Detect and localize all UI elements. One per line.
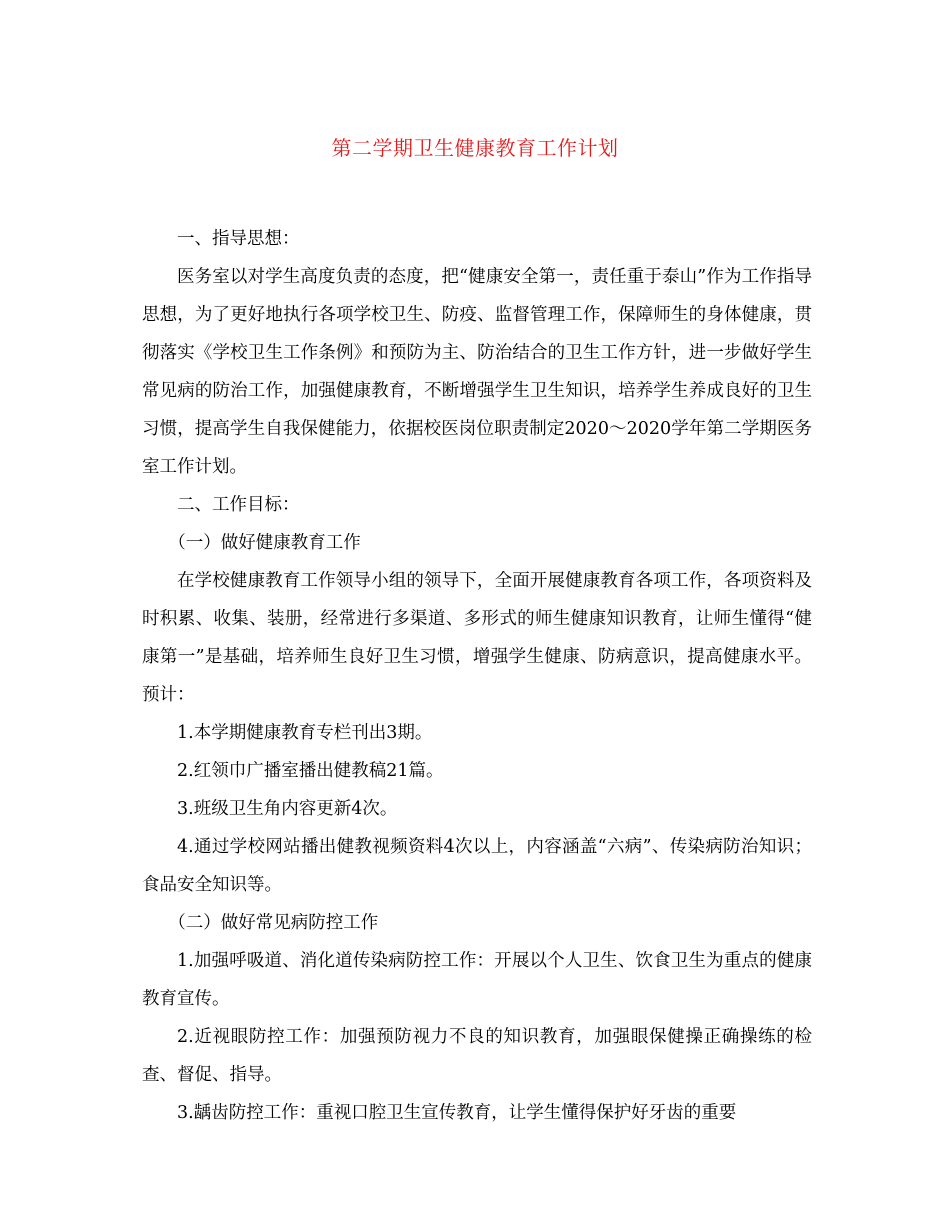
list-item: 1.加强呼吸道、消化道传染病防控工作：开展以个人卫生、饮食卫生为重点的健康教育宣传。	[142, 951, 812, 1009]
section-heading-guiding-thought: 一、指导思想：	[177, 229, 300, 249]
list-item: 1.本学期健康教育专栏刊出3期。	[177, 723, 433, 743]
list-item: 2.红领巾广播室播出健教稿21篇。	[177, 761, 444, 781]
subheading-disease-prevention: （二）做好常见病防控工作	[168, 913, 379, 933]
list-item: 4.通过学校网站播出健教视频资料4次以上，内容涵盖“六病”、传染病防治知识；食品安全知识等。	[142, 837, 812, 895]
list-item: 3.班级卫生角内容更新4次。	[177, 799, 398, 819]
list-item: 2.近视眼防控工作：加强预防视力不良的知识教育，加强眼保健操正确操练的检查、督促、指导。	[142, 1027, 812, 1085]
paragraph-health-education: 在学校健康教育工作领导小组的领导下，全面开展健康教育各项工作，各项资料及时积累、收集、装册，经常进行多渠道、多形式的师生健康知识教育，让师生懂得“健康第一”是基础，培养师生良好卫生习惯，增强学生健康、防病意识，提高健康水平。预计：	[142, 571, 812, 705]
list-item: 3.龋齿防控工作：重视口腔卫生宣传教育，让学生懂得保护好牙齿的重要	[177, 1103, 737, 1123]
document-body	[142, 220, 812, 1132]
section-heading-work-goals: 二、工作目标：	[177, 495, 300, 515]
page-title: 第二学期卫生健康教育工作计划	[331, 136, 619, 160]
subheading-health-education: （一）做好健康教育工作	[168, 533, 361, 553]
paragraph-guiding-thought: 医务室以对学生高度负责的态度，把“健康安全第一，责任重于泰山”作为工作指导思想，为了更好地执行各项学校卫生、防疫、监督管理工作，保障师生的身体健康，贯彻落实《学校卫生工作条例》和预防为主、防治结合的卫生工作方针，进一步做好学生常见病的防治工作，加强健康教育，不断增强学生卫生知识，培养学生养成良好的卫生习惯，提高学生自我保健能力，依据校医岗位职责制定2020～2020学年第二学期医务室工作计划。	[142, 267, 812, 477]
